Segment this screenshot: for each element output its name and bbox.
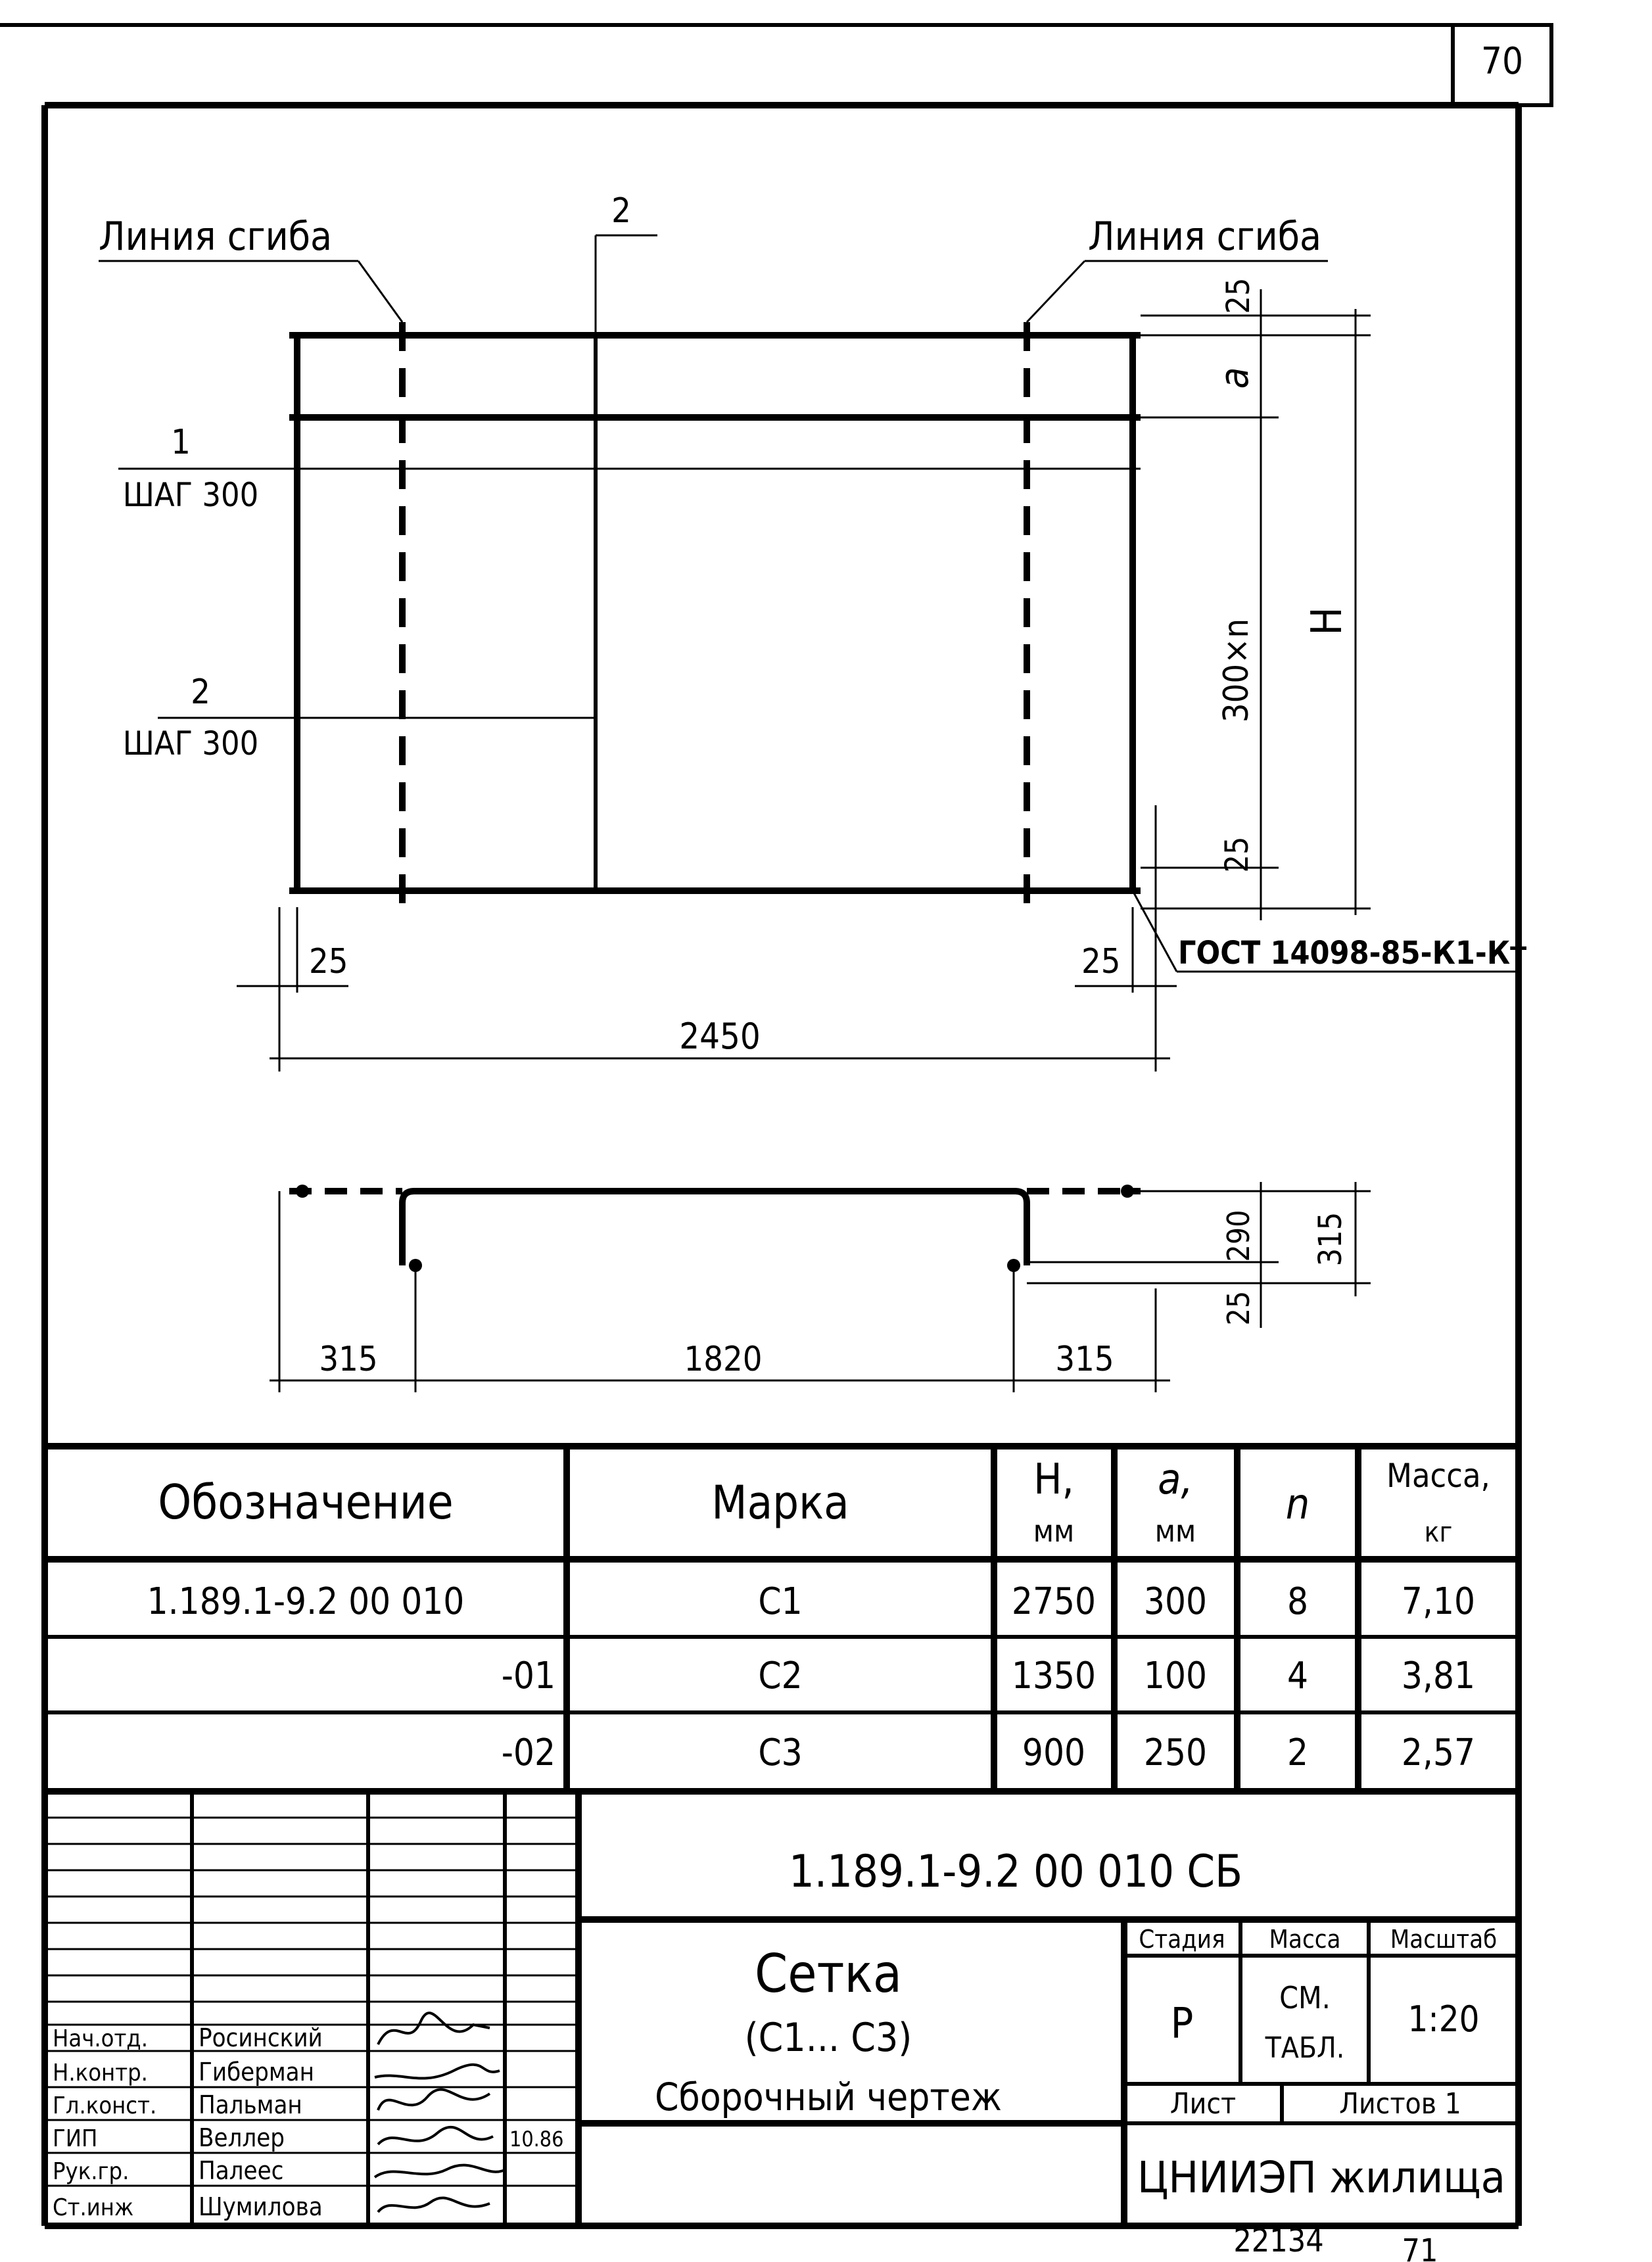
svg-text:300: 300 xyxy=(1143,1580,1208,1623)
svg-text:Росинский: Росинский xyxy=(199,2023,323,2052)
approval-date: 10.86 xyxy=(509,2127,564,2152)
svg-text:Палеес: Палеес xyxy=(199,2156,284,2185)
mass-value-line1: СМ. xyxy=(1279,1980,1331,2015)
svg-text:С1: С1 xyxy=(758,1580,803,1623)
svg-text:2: 2 xyxy=(1286,1732,1309,1774)
svg-text:Гл.конст.: Гл.конст. xyxy=(53,2092,157,2119)
mesh-plan-view xyxy=(289,322,1141,904)
svg-text:С3: С3 xyxy=(758,1732,803,1774)
callout-bar-2-top xyxy=(596,191,657,332)
dim-right-25: 25 xyxy=(1081,942,1121,981)
staff-row xyxy=(53,2192,323,2221)
table-row xyxy=(147,1580,1475,1623)
mass-value-line2: ТАБЛ. xyxy=(1265,2031,1345,2065)
svg-text:Линия сгиба: Линия сгиба xyxy=(1088,214,1322,260)
staff-row xyxy=(53,2058,314,2086)
svg-text:С2: С2 xyxy=(758,1655,803,1697)
header-a: a, xyxy=(1158,1455,1193,1504)
header-n: n xyxy=(1285,1480,1310,1529)
header-mass: Масса, xyxy=(1386,1457,1490,1495)
svg-text:8: 8 xyxy=(1286,1580,1309,1623)
header-mark: Марка xyxy=(711,1476,849,1530)
svg-text:Ст.инж: Ст.инж xyxy=(53,2194,134,2221)
section-dimensions xyxy=(270,1182,1371,1392)
title-marks-range: (С1... С3) xyxy=(744,2015,912,2061)
svg-text:2,57: 2,57 xyxy=(1401,1732,1476,1774)
stage-value: Р xyxy=(1170,2000,1194,2048)
svg-text:900: 900 xyxy=(1022,1732,1086,1774)
fold-line-right-label xyxy=(1027,214,1328,322)
drawing-code: 1.189.1-9.2 00 010 СБ xyxy=(788,1846,1243,1898)
svg-text:Линия сгиба: Линия сгиба xyxy=(99,214,333,260)
svg-text:1: 1 xyxy=(171,423,191,462)
svg-text:7,10: 7,10 xyxy=(1401,1580,1476,1623)
svg-text:1.189.1-9.2 00 010: 1.189.1-9.2 00 010 xyxy=(147,1580,465,1623)
svg-text:250: 250 xyxy=(1143,1732,1208,1774)
staff-row xyxy=(53,2023,323,2052)
header-h-unit: мм xyxy=(1033,1513,1075,1549)
section-dim-25: 25 xyxy=(1221,1290,1256,1326)
callout-bar-1-step xyxy=(118,423,289,514)
svg-text:ГИП: ГИП xyxy=(53,2125,98,2152)
gost-reference: ГОСТ 14098-85-К1-Кт xyxy=(1178,935,1527,972)
dim-H: H xyxy=(1303,607,1352,636)
svg-text:Гиберман: Гиберман xyxy=(199,2058,314,2086)
svg-text:4: 4 xyxy=(1286,1655,1309,1697)
svg-text:Пальман: Пальман xyxy=(199,2090,302,2119)
section-dim-315-right: 315 xyxy=(1055,1340,1114,1379)
header-h: H, xyxy=(1033,1455,1074,1504)
dim-a: a xyxy=(1212,367,1258,389)
stage-label: Стадия xyxy=(1139,1925,1225,1954)
header-designation: Обозначение xyxy=(158,1474,454,1530)
svg-text:2750: 2750 xyxy=(1011,1580,1097,1623)
svg-text:Нач.отд.: Нач.отд. xyxy=(53,2025,148,2052)
dim-width-2450: 2450 xyxy=(679,1016,761,1057)
callout-bar-2-step xyxy=(123,672,596,763)
svg-text:ШАГ 300: ШАГ 300 xyxy=(122,476,259,514)
archive-number: 22134 xyxy=(1233,2223,1324,2259)
signature-scribbles xyxy=(375,2013,506,2212)
mesh-section-view xyxy=(289,1185,1141,1272)
header-mass-unit: кг xyxy=(1424,1516,1453,1548)
svg-text:2: 2 xyxy=(611,191,631,231)
page-number-bottom: 71 xyxy=(1402,2232,1438,2262)
fold-line-left-label xyxy=(99,214,402,322)
title-drawing-type: Сборочный чертеж xyxy=(655,2075,1002,2119)
svg-text:Н.контр.: Н.контр. xyxy=(53,2060,148,2086)
section-dim-1820: 1820 xyxy=(684,1340,763,1379)
dim-bottom-25: 25 xyxy=(1219,836,1256,873)
title-sheet-name: Сетка xyxy=(754,1943,903,2004)
svg-text:-02: -02 xyxy=(501,1732,555,1774)
sheets-count-label: Листов 1 xyxy=(1339,2087,1461,2121)
staff-row xyxy=(53,2156,283,2185)
staff-row xyxy=(53,2123,285,2152)
svg-text:2: 2 xyxy=(191,672,210,712)
svg-text:100: 100 xyxy=(1143,1655,1208,1697)
sheet-label: Лист xyxy=(1169,2087,1237,2121)
header-a-unit: мм xyxy=(1154,1513,1196,1549)
scale-value: 1:20 xyxy=(1407,1998,1480,2040)
staff-row xyxy=(53,2090,302,2119)
dim-top-25: 25 xyxy=(1220,277,1257,314)
page-number-top: 70 xyxy=(1480,40,1524,83)
svg-text:ШАГ 300: ШАГ 300 xyxy=(122,724,259,763)
svg-text:Шумилова: Шумилова xyxy=(199,2192,323,2221)
svg-text:Веллер: Веллер xyxy=(199,2123,285,2152)
table-row xyxy=(502,1732,1475,1774)
dim-left-25: 25 xyxy=(309,942,348,981)
svg-text:Рук.гр.: Рук.гр. xyxy=(53,2158,130,2185)
dim-300-n: 300×n xyxy=(1217,618,1256,723)
svg-text:1350: 1350 xyxy=(1011,1655,1097,1697)
svg-text:-01: -01 xyxy=(501,1655,555,1697)
scale-label: Масштаб xyxy=(1390,1925,1498,1954)
organization-name: ЦНИИЭП жилища xyxy=(1137,2152,1505,2203)
section-dim-315-left: 315 xyxy=(319,1340,378,1379)
section-dim-315-vertical: 315 xyxy=(1312,1212,1349,1267)
section-dim-290: 290 xyxy=(1221,1210,1256,1262)
mass-label: Масса xyxy=(1269,1925,1341,1954)
table-row xyxy=(502,1655,1475,1697)
svg-text:3,81: 3,81 xyxy=(1401,1655,1476,1697)
